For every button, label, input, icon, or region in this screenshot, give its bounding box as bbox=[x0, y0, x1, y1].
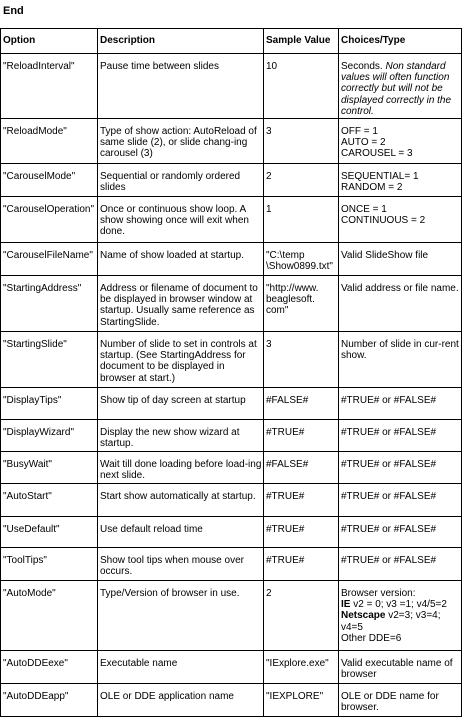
description-cell: Start show automatically at startup. bbox=[98, 484, 264, 517]
choices-cell bbox=[339, 197, 462, 243]
sample-cell: 2 bbox=[264, 581, 339, 651]
choices-line: AUTO = 2 bbox=[341, 137, 386, 149]
sample-line: "C:\temp bbox=[266, 250, 305, 262]
choices-cell: #TRUE# or #FALSE# bbox=[339, 420, 462, 452]
option-cell: "ReloadMode" bbox=[1, 119, 98, 164]
choices-line: ONCE = 1 bbox=[341, 204, 387, 216]
option-cell: "CarouselOperation" bbox=[1, 197, 98, 243]
netscape-versions: v2=3; v3=4; v4=5 bbox=[341, 610, 441, 633]
description-cell: Show tool tips when mouse over occurs. bbox=[98, 548, 264, 581]
choices-line: CONTINUOUS = 2 bbox=[341, 215, 426, 227]
sample-cell: "IExplore.exe" bbox=[264, 651, 339, 684]
table-row bbox=[1, 581, 462, 651]
ie-label: IE bbox=[341, 599, 351, 611]
sample-cell: #FALSE# bbox=[264, 388, 339, 420]
description-cell: Display the new show wizard at startup. bbox=[98, 420, 264, 452]
table-row bbox=[1, 54, 462, 119]
choices-cell: Valid executable name of browser bbox=[339, 651, 462, 684]
description-cell: Wait till done loading before load-ing next slide. bbox=[98, 452, 264, 484]
option-cell: "StartingAddress" bbox=[1, 276, 98, 332]
option-cell: "UseDefault" bbox=[1, 517, 98, 548]
option-cell: "ToolTips" bbox=[1, 548, 98, 581]
sample-cell: 3 bbox=[264, 119, 339, 164]
table-row bbox=[1, 684, 462, 717]
table-row bbox=[1, 388, 462, 420]
header-option: Option bbox=[1, 29, 98, 54]
description-cell: Type of show action: AutoReload of same slide (2), or slide chang-ing carousel (3) bbox=[98, 119, 264, 164]
sample-cell bbox=[264, 243, 339, 276]
table-row bbox=[1, 197, 462, 243]
option-cell: "AutoDDEexe" bbox=[1, 651, 98, 684]
description-cell: Name of show loaded at startup. bbox=[98, 243, 264, 276]
choices-cell: #TRUE# or #FALSE# bbox=[339, 517, 462, 548]
option-cell: "AutoStart" bbox=[1, 484, 98, 517]
option-cell: "ReloadInterval" bbox=[1, 54, 98, 119]
choices-cell bbox=[339, 164, 462, 197]
description-cell: OLE or DDE application name bbox=[98, 684, 264, 717]
header-description: Description bbox=[98, 29, 264, 54]
table-header-row bbox=[1, 29, 462, 54]
sample-cell bbox=[264, 276, 339, 332]
sample-line: beaglesoft. bbox=[266, 294, 315, 306]
description-cell: Use default reload time bbox=[98, 517, 264, 548]
table-row bbox=[1, 276, 462, 332]
other-dde-line: Other DDE=6 bbox=[341, 632, 402, 644]
sample-line: "http://www. bbox=[266, 283, 319, 295]
option-cell: "DisplayTips" bbox=[1, 388, 98, 420]
choices-cell bbox=[339, 54, 462, 119]
ie-versions: v2 = 0; v3 =1; v4/5=2 bbox=[350, 599, 447, 611]
choices-cell: OLE or DDE name for browser. bbox=[339, 684, 462, 717]
table-row bbox=[1, 484, 462, 517]
table-row bbox=[1, 548, 462, 581]
sample-cell: 2 bbox=[264, 164, 339, 197]
header-sample-value: Sample Value bbox=[264, 29, 339, 54]
description-cell: Show tip of day screen at startup bbox=[98, 388, 264, 420]
ie-versions-line bbox=[341, 599, 460, 610]
table-row bbox=[1, 332, 462, 388]
header-choices-type: Choices/Type bbox=[339, 29, 462, 54]
choices-cell: #TRUE# or #FALSE# bbox=[339, 548, 462, 581]
sample-line: \Show0899.txt" bbox=[266, 261, 333, 273]
choices-lead-text: Seconds. bbox=[341, 61, 386, 72]
choices-cell: Valid SlideShow file bbox=[339, 243, 462, 276]
description-cell: Pause time between slides bbox=[98, 54, 264, 119]
option-cell: "AutoDDEapp" bbox=[1, 684, 98, 717]
sample-cell: 3 bbox=[264, 332, 339, 388]
choices-cell: Number of slide in cur-rent show. bbox=[339, 332, 462, 388]
browser-version-label: Browser version: bbox=[341, 588, 416, 600]
option-cell: "AutoMode" bbox=[1, 581, 98, 651]
choices-cell bbox=[339, 119, 462, 164]
option-cell: "DisplayWizard" bbox=[1, 420, 98, 452]
sample-cell: #TRUE# bbox=[264, 484, 339, 517]
sample-cell: #TRUE# bbox=[264, 420, 339, 452]
description-cell: Once or continuous show loop. A show showing once will exit when done. bbox=[98, 197, 264, 243]
description-cell: Address or filename of document to be displayed in browser window at startup. Usually same reference as StartingSlide. bbox=[98, 276, 264, 332]
choices-line: CAROUSEL = 3 bbox=[341, 148, 413, 160]
choices-note-text: Non standard values will often function correctly but will not be displayed correctly in the control. bbox=[341, 61, 452, 117]
table-row bbox=[1, 243, 462, 276]
option-cell: "StartingSlide" bbox=[1, 332, 98, 388]
choices-cell: Valid address or file name. bbox=[339, 276, 462, 332]
table-row bbox=[1, 164, 462, 197]
option-cell: "BusyWait" bbox=[1, 452, 98, 484]
choices-line: RANDOM = 2 bbox=[341, 182, 403, 194]
choices-cell: #TRUE# or #FALSE# bbox=[339, 484, 462, 517]
table-row bbox=[1, 420, 462, 452]
page-title: End bbox=[3, 5, 24, 17]
netscape-label: Netscape bbox=[341, 610, 386, 622]
sample-cell: 1 bbox=[264, 197, 339, 243]
sample-line: com" bbox=[266, 305, 289, 317]
table-row bbox=[1, 517, 462, 548]
sample-cell: #FALSE# bbox=[264, 452, 339, 484]
choices-cell bbox=[339, 581, 462, 651]
netscape-versions-line bbox=[341, 610, 460, 632]
table-row bbox=[1, 119, 462, 164]
choices-line: OFF = 1 bbox=[341, 126, 378, 138]
choices-cell: #TRUE# or #FALSE# bbox=[339, 388, 462, 420]
description-cell: Sequential or randomly ordered slides bbox=[98, 164, 264, 197]
description-cell: Number of slide to set in controls at startup. (See StartingAddress for document to be displayed in browser at start.) bbox=[98, 332, 264, 388]
options-table bbox=[0, 28, 462, 717]
sample-cell: #TRUE# bbox=[264, 517, 339, 548]
option-cell: "CarouselMode" bbox=[1, 164, 98, 197]
sample-cell: 10 bbox=[264, 54, 339, 119]
option-cell: "CarouselFileName" bbox=[1, 243, 98, 276]
description-cell: Executable name bbox=[98, 651, 264, 684]
description-cell: Type/Version of browser in use. bbox=[98, 581, 264, 651]
table-row bbox=[1, 651, 462, 684]
choices-cell: #TRUE# or #FALSE# bbox=[339, 452, 462, 484]
table-row bbox=[1, 452, 462, 484]
sample-cell: #TRUE# bbox=[264, 548, 339, 581]
sample-cell: "IEXPLORE" bbox=[264, 684, 339, 717]
choices-line: SEQUENTIAL= 1 bbox=[341, 171, 419, 183]
